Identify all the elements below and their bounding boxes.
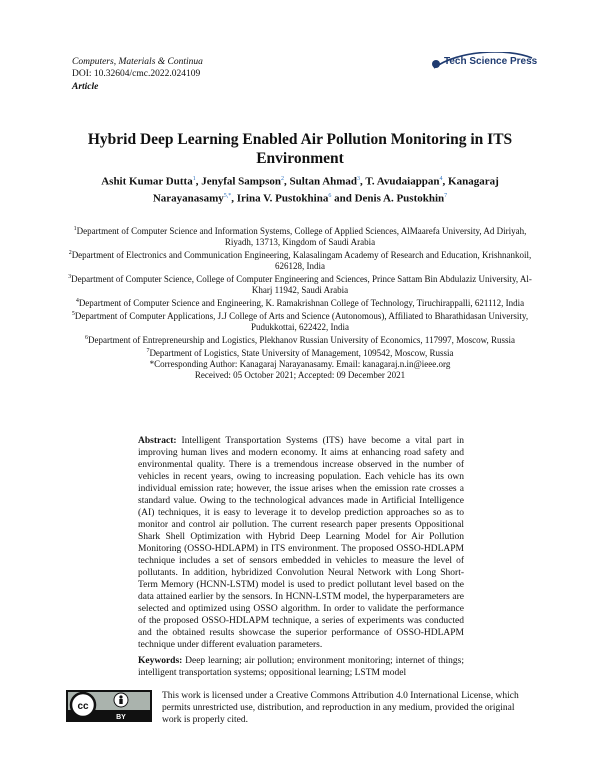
corresponding-author: *Corresponding Author: Kanagaraj Narayanasamy. Email: kanagaraj.n.in@ieee.org: [149, 359, 451, 369]
author-name: Irina V. Pustokhina: [236, 192, 329, 205]
author-name: Denis A. Pustokhin: [354, 192, 445, 205]
affiliation-item: [66, 309, 534, 333]
abstract-label: Abstract:: [138, 436, 177, 446]
affiliation-mark: 6: [84, 335, 88, 341]
author-separator: ,: [442, 175, 449, 188]
author-separator: ,: [283, 175, 290, 188]
author-list: [60, 172, 540, 205]
affiliation-mark: 3: [68, 274, 72, 280]
paper-title: Hybrid Deep Learning Enabled Air Pollution Monitoring in ITS Environment: [87, 131, 513, 167]
license-text: This work is licensed under a Creative Commons Attribution 4.0 International License, which permits unrestricted use, distribution, and reproduction in any medium, provided the original work is properly cited.: [162, 691, 519, 725]
author-name: Kanagaraj Narayanasamy: [152, 175, 499, 205]
cc-icon-text: cc: [77, 701, 89, 712]
affiliation-text: Department of Logistics, State University of Management, 109542, Moscow, Russia: [149, 348, 454, 358]
publisher-logo: [428, 52, 538, 74]
affiliation-text: Department of Electronics and Communication Engineering, Kalasalingam Academy of Research and Education, Krishnankoil, 626128, India: [71, 250, 532, 271]
author-name: Jenyfal Sampson: [201, 175, 281, 188]
affiliation-item: [66, 346, 534, 359]
author-affil-mark: 2: [280, 176, 284, 182]
abstract-text: Intelligent Transportation Systems (ITS) have become a vital part in improving human lives and modern economy. It aims at enhancing road safety and environmental quality. There is a tremendous increase observed in the number of vehicles in recent years, owing to increasing population. Each vehicle has its own individual emission rate; however, the issue arises when the emission rate crosses a standard value. Owing to the technological advances made in Artificial Intelligence (AI) techniques, it is easy to leverage it to develop prediction approaches so as to monitor and control air pollution. The current research paper presents Oppositional Shark Shell Optimization with Hybrid Deep Learning Model for Air Pollution Monitoring (OSSO-HDLAPM) in ITS environment. The proposed OSSO-HDLAPM technique includes a set of sensors embedded in vehicles to measure the level of pollutants. In addition, hybridized Convolution Neural Network with Long Short-Term Memory (HCNN-LSTM) model is used to predict pollutant level based on the data attained earlier by the sensors. In HCNN-LSTM model, the hyperparameters are selected and optimized using OSSO algorithm. In order to validate the performance of the proposed OSSO-HDLAPM technique, a series of experiments was conducted and the obtained results showcase the superior performance of OSSO-HDLAPM technique under different evaluation parameters.: [138, 436, 465, 650]
affiliation-item: [66, 248, 534, 272]
affiliation-text: Department of Computer Science, College of Computer Engineering and Sciences, Prince Sattam Bin Abdulaziz University, Al-Kharj 11942, Saudi Arabia: [71, 274, 532, 295]
author-name: Ashit Kumar Dutta: [101, 175, 193, 188]
author-affil-mark: 6: [328, 192, 332, 199]
affiliation-text: Department of Computer Science and Information Systems, College of Applied Sciences, AlMaarefa University, Ad Diriyah, Riyadh, 13713, Kingdom of Saudi Arabia: [76, 226, 527, 247]
author-separator: and: [331, 192, 355, 205]
dates: Received: 05 October 2021; Accepted: 09 December 2021: [194, 370, 406, 380]
affiliation-mark: 7: [146, 348, 150, 354]
author-separator: ,: [360, 175, 366, 188]
affiliation-item: [66, 296, 534, 309]
author-affil-mark: 4: [439, 176, 443, 182]
affiliation-item: [66, 333, 534, 346]
affiliation-mark: 4: [75, 298, 79, 304]
affiliation-mark: 2: [68, 250, 72, 256]
abstract: [138, 435, 464, 651]
keywords-label: Keywords:: [138, 656, 183, 666]
keywords: [138, 655, 464, 679]
author-affil-mark: 5,*: [223, 192, 232, 199]
affiliation-text: Department of Computer Science and Engineering, K. Ramakrishnan College of Technology, Tiruchirappalli, 621112, India: [78, 298, 525, 308]
author-affil-mark: 3: [357, 176, 361, 182]
author-affil-mark: 1: [192, 176, 196, 182]
author-name: Sultan Ahmad: [289, 175, 358, 188]
affiliations: [66, 224, 534, 381]
author-separator: ,: [231, 192, 237, 205]
article-type: Article: [72, 82, 99, 92]
author-name: T. Avudaiappan: [365, 175, 440, 188]
affiliation-item: [66, 224, 534, 248]
publisher-name: Tech Science Press: [444, 56, 538, 67]
doi[interactable]: DOI: 10.32604/cmc.2022.024109: [72, 69, 201, 79]
affiliation-mark: 5: [71, 311, 75, 317]
author-affil-mark: 7: [444, 192, 448, 199]
affiliation-text: Department of Computer Applications, J.J College of Arts and Science (Autonomous), Affiliated to Bharathidasan University, Pudukkottai, 622422, India: [74, 311, 529, 332]
author-separator: ,: [195, 175, 202, 188]
by-label: BY: [116, 714, 126, 721]
affiliation-mark: 1: [73, 226, 77, 232]
affiliation-text: Department of Entrepreneurship and Logistics, Plekhanov Russian University of Economics, 117997, Moscow, Russia: [87, 335, 515, 345]
cc-by-badge[interactable]: [66, 690, 152, 722]
keywords-text: Deep learning; air pollution; environment monitoring; internet of things; intelligent transportation systems; oppositional learning; LSTM model: [138, 656, 465, 678]
journal-name: Computers, Materials & Continua: [72, 57, 203, 67]
affiliation-item: [66, 272, 534, 296]
